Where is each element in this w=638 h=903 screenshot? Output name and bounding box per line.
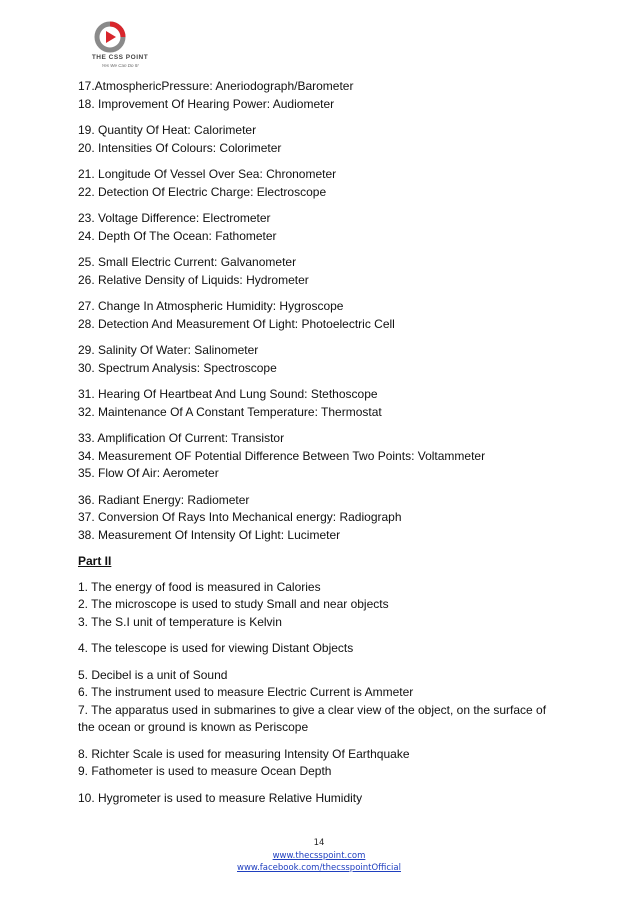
list-item: 27. Change In Atmospheric Humidity: Hygroscope: [78, 299, 344, 313]
list-paragraph: [78, 746, 548, 781]
list-item: 6. The instrument used to measure Electric Current is Ammeter: [78, 685, 414, 699]
list-item: 10. Hygrometer is used to measure Relative Humidity: [78, 790, 363, 805]
list-paragraph: [78, 254, 548, 289]
list-item: 35. Flow Of Air: Aerometer: [78, 466, 219, 480]
facebook-link[interactable]: www.facebook.com/thecsspointOfficial: [237, 863, 401, 873]
list-paragraph: [78, 430, 548, 483]
list-paragraph: [78, 122, 548, 157]
list-item: 20. Intensities Of Colours: Colorimeter: [78, 140, 282, 155]
page-content: [78, 78, 548, 816]
page-footer: [0, 837, 638, 875]
list-item: 2. The microscope is used to study Small and near objects: [78, 597, 389, 611]
list-paragraph: [78, 640, 548, 658]
list-item: 24. Depth Of The Ocean: Fathometer: [78, 228, 277, 243]
list-paragraph: [78, 298, 548, 333]
logo: [80, 20, 160, 72]
list-item: 5. Decibel is a unit of Sound: [78, 667, 228, 682]
list-item: 28. Detection And Measurement Of Light: Photoelectric Cell: [78, 316, 395, 331]
list-item: 32. Maintenance Of A Constant Temperature: Thermostat: [78, 404, 382, 419]
list-item: 23. Voltage Difference: Electrometer: [78, 211, 271, 225]
list-paragraph: [78, 78, 548, 113]
list-paragraph: [78, 166, 548, 201]
list-item: 25. Small Electric Current: Galvanometer: [78, 255, 297, 269]
list-item: 21. Longitude Of Vessel Over Sea: Chronometer: [78, 167, 337, 181]
list-item: 19. Quantity Of Heat: Calorimeter: [78, 123, 257, 137]
part2-heading: Part II: [78, 554, 112, 568]
logo-emblem-icon: [90, 20, 130, 54]
list-item: 37. Conversion Of Rays Into Mechanical energy: Radiograph: [78, 510, 402, 524]
list-item: 18. Improvement Of Hearing Power: Audiometer: [78, 96, 335, 111]
list-paragraph: [78, 667, 548, 737]
list-item: 7. The apparatus used in submarines to give a clear view of the object, on the surface of the ocean or ground is known as Periscope: [78, 702, 547, 734]
page-number: 14: [313, 838, 325, 848]
list-item: 30. Spectrum Analysis: Spectroscope: [78, 360, 277, 375]
list-paragraph: [78, 342, 548, 377]
part1-list: [78, 78, 548, 544]
list-item: 8. Richter Scale is used for measuring Intensity Of Earthquake: [78, 746, 410, 761]
list-item: 33. Amplification Of Current: Transistor: [78, 431, 285, 445]
list-paragraph: [78, 492, 548, 545]
list-paragraph: [78, 210, 548, 245]
list-item: 31. Hearing Of Heartbeat And Lung Sound: Stethoscope: [78, 387, 378, 401]
list-paragraph: [78, 790, 548, 808]
logo-tagline: Yes We Can Do It!: [101, 63, 139, 68]
list-item: 1. The energy of food is measured in Calories: [78, 579, 321, 594]
list-item: 38. Measurement Of Intensity Of Light: Lucimeter: [78, 527, 341, 542]
list-item: 17.AtmosphericPressure: Aneriodograph/Barometer: [78, 79, 354, 93]
list-item: 4. The telescope is used for viewing Distant Objects: [78, 641, 354, 655]
list-item: 36. Radiant Energy: Radiometer: [78, 492, 250, 507]
list-paragraph: [78, 386, 548, 421]
list-item: 34. Measurement OF Potential Difference Between Two Points: Voltammeter: [78, 448, 486, 463]
logo-name: THE CSS POINT: [91, 54, 149, 61]
list-item: 29. Salinity Of Water: Salinometer: [78, 343, 259, 357]
list-item: 22. Detection Of Electric Charge: Electroscope: [78, 184, 327, 199]
part2-list: [78, 579, 548, 808]
list-item: 3. The S.I unit of temperature is Kelvin: [78, 614, 282, 629]
list-item: 26. Relative Density of Liquids: Hydrometer: [78, 272, 309, 287]
list-item: 9. Fathometer is used to measure Ocean Depth: [78, 764, 332, 778]
list-paragraph: [78, 579, 548, 632]
website-link[interactable]: www.thecsspoint.com: [272, 850, 366, 861]
